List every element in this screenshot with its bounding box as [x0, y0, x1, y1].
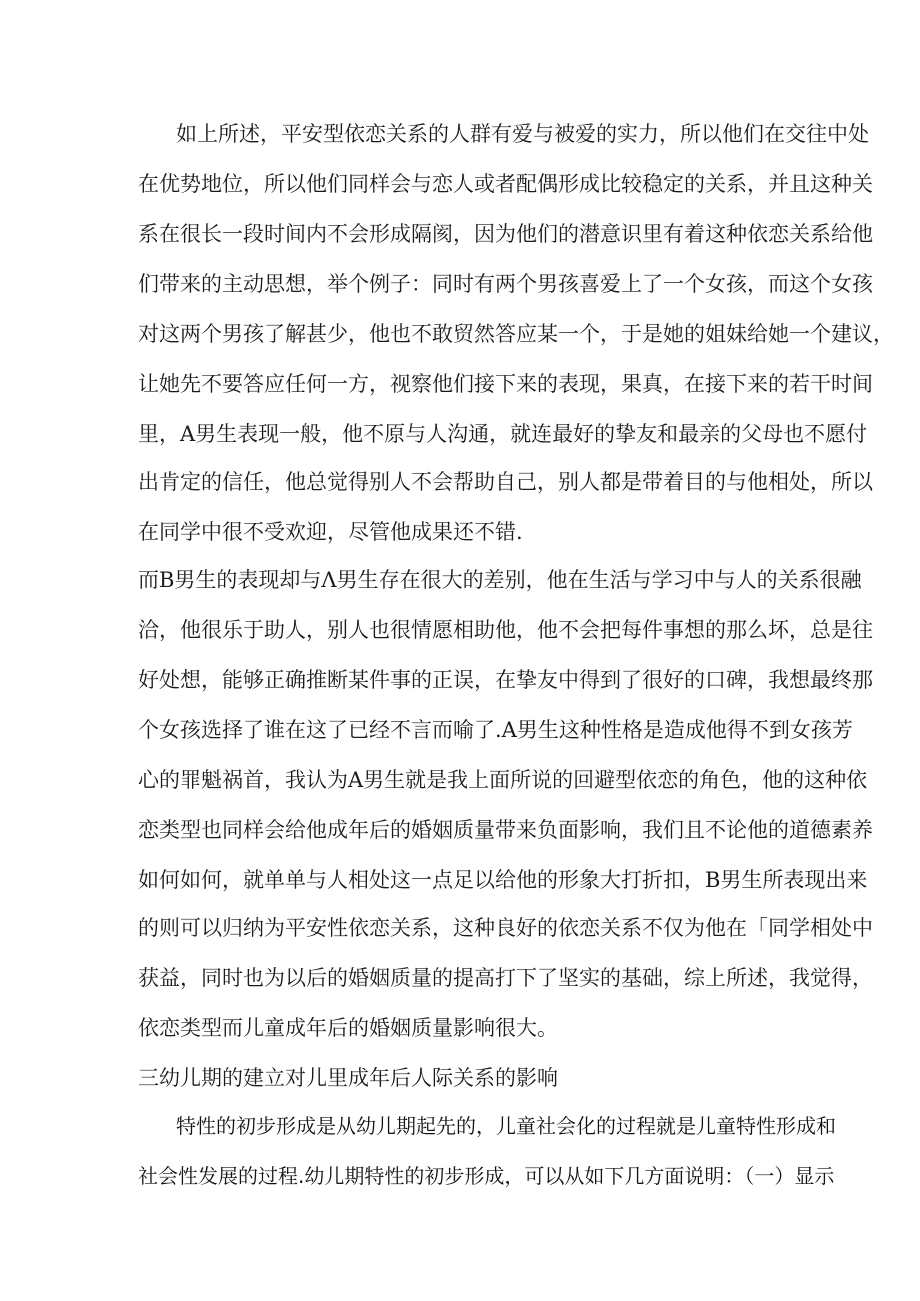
paragraph-2-line-7: 如何如何，就单单与人相处这一点足以给他的形象大打折扣，B男生所表现出来: [138, 868, 868, 892]
paragraph-1-line-2: 在优势地位，所以他们同样会与恋人或者配偶形成比较稳定的关系，并且这种关: [138, 172, 873, 196]
paragraph-3-line-2: 社会性发展的过程.幼儿期特性的初步形成，可以从如下几方面说明：（一）显示: [138, 1164, 835, 1188]
paragraph-1-line-1: 如上所述，平安型依恋关系的人群有爱与被爱的实力，所以他们在交往中处: [176, 122, 869, 146]
section-heading: 三幼儿期的建立对儿里成年后人际关系的影响: [138, 1066, 558, 1090]
paragraph-1-line-5: 对这两个男孩了解甚少，他也不敢贸然答应某一个，于是她的姐妹给她一个建议，: [138, 322, 894, 346]
paragraph-1-line-9: 在同学中很不受欢迎，尽管他成果还不错.: [138, 520, 523, 544]
paragraph-1-line-6: 让她先不要答应任何一方，视察他们接下来的表现，果真，在接下来的若干时间: [138, 372, 873, 396]
paragraph-2-line-1: 而B男生的表现却与Λ男生存在很大的差别，他在生活与学习中与人的关系很融: [138, 568, 862, 592]
paragraph-3-line-1: 特性的初步形成是从幼儿期起先的，儿童社会化的过程就是儿童特性形成和: [176, 1114, 836, 1138]
paragraph-2-line-9: 获益，同时也为以后的婚姻质量的提高打下了坚实的基础，综上所述，我觉得，: [138, 966, 873, 990]
paragraph-1-line-7: 里，A男生表现一般，他不原与人沟通，就连最好的挚友和最亲的父母也不愿付: [138, 422, 868, 446]
paragraph-2-line-8: 的则可以归纳为平安性依恋关系，这种良好的依恋关系不仅为他在「同学相处中: [138, 916, 873, 940]
paragraph-1-line-4: 们带来的主动思想，举个例子：同时有两个男孩喜爱上了一个女孩，而这个女孩: [138, 272, 873, 296]
paragraph-2-line-4: 个女孩选择了谁在这了已经不言而喻了.A男生这种性格是造成他得不到女孩芳: [138, 718, 853, 742]
paragraph-2-line-6: 恋类型也同样会给他成年后的婚姻质量带来负面影响，我们且不论他的道德素养: [138, 818, 873, 842]
paragraph-2-line-3: 好处想，能够正确推断某件事的正误，在挚友中得到了很好的口碑，我想最终那: [138, 668, 873, 692]
paragraph-2-line-10: 依恋类型而儿童成年后的婚姻质量影响很大。: [138, 1016, 558, 1040]
paragraph-1-line-3: 系在很长一段时间内不会形成隔阂，因为他们的潜意识里有着这种依恋关系给他: [138, 222, 873, 246]
paragraph-2-line-2: 洽，他很乐于助人，别人也很情愿相助他，他不会把每件事想的那么坏，总是往: [138, 618, 873, 642]
paragraph-2-line-5: 心的罪魁祸首，我认为A男生就是我上面所说的回避型依恋的角色，他的这种依: [138, 768, 868, 792]
paragraph-1-line-8: 出肯定的信任，他总觉得别人不会帮助自己，别人都是带着目的与他相处，所以: [138, 470, 873, 494]
